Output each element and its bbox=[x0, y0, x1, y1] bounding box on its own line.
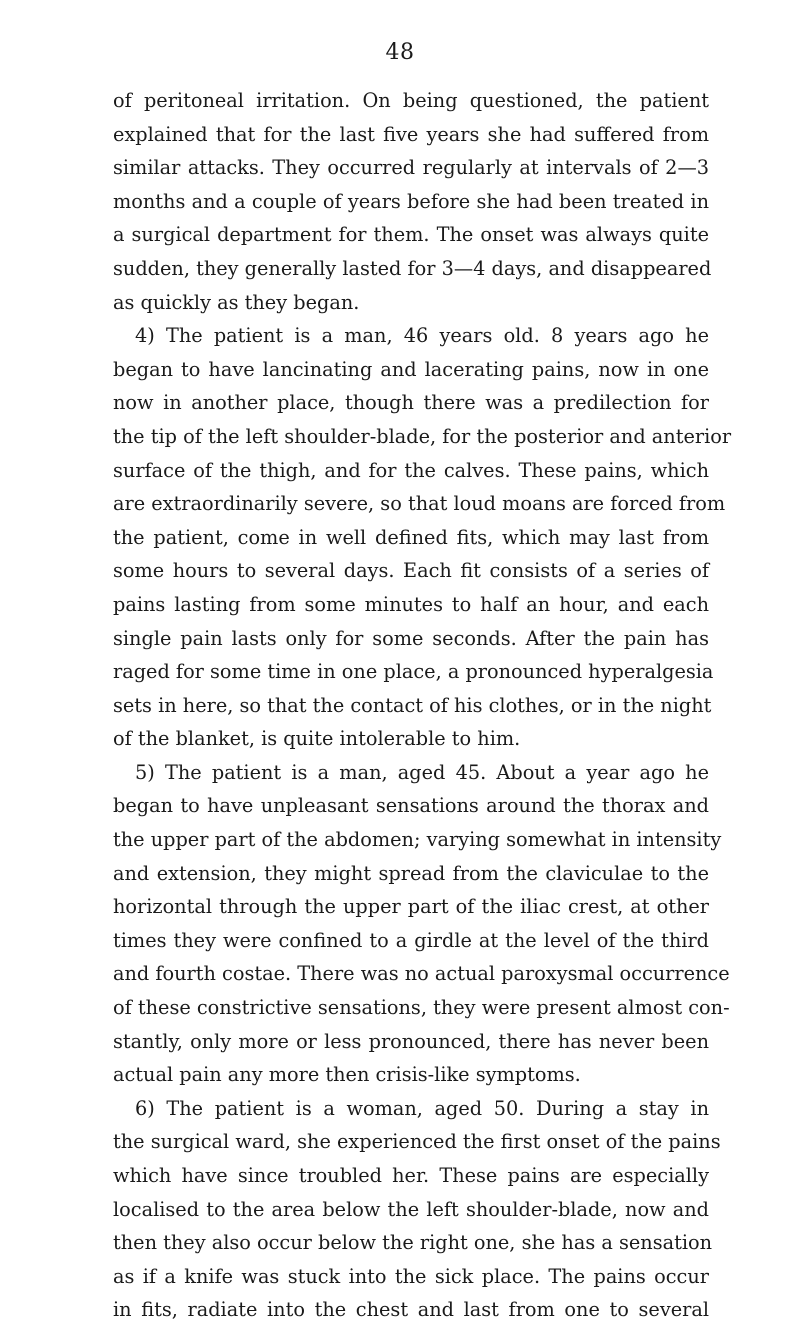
text-line: raged for some time in one place, a pronounced hyperalgesia bbox=[113, 660, 714, 684]
text-line: explained that for the last five years she had suffered from bbox=[113, 122, 709, 146]
text-line: the surgical ward, she experienced the first onset of the pains bbox=[113, 1130, 721, 1154]
text-line: sudden, they generally lasted for 3—4 days, and disappeared bbox=[113, 256, 712, 280]
text-line: months and a couple of years before she had been treated in bbox=[113, 189, 709, 213]
text-line: as if a knife was stuck into the sick place. The pains occur bbox=[113, 1264, 709, 1288]
text-line: 6) The patient is a woman, aged 50. During a stay in bbox=[135, 1096, 709, 1120]
text-line: surface of the thigh, and for the calves. These pains, which bbox=[113, 458, 709, 482]
text-line: some hours to several days. Each fit consists of a series of bbox=[113, 559, 709, 583]
text-line: the patient, come in well defined fits, which may last from bbox=[113, 525, 709, 549]
text-line: the upper part of the abdomen; varying somewhat in intensity bbox=[113, 828, 722, 852]
text-line: 4) The patient is a man, 46 years old. 8 years ago he bbox=[135, 324, 709, 348]
text-line: pains lasting from some minutes to half an hour, and each bbox=[113, 592, 709, 616]
text-line: and fourth costae. There was no actual paroxysmal occurrence bbox=[113, 962, 730, 986]
page-number: 48 bbox=[385, 40, 415, 65]
text-line: the tip of the left shoulder-blade, for the posterior and anterior bbox=[113, 424, 732, 448]
text-line: as quickly as they began. bbox=[113, 290, 360, 314]
text-line: localised to the area below the left shoulder-blade, now and bbox=[113, 1197, 709, 1221]
body-text bbox=[113, 84, 732, 1327]
text-line: horizontal through the upper part of the iliac crest, at other bbox=[113, 895, 709, 919]
text-line: stantly, only more or less pronounced, there has never been bbox=[113, 1029, 709, 1053]
text-line: single pain lasts only for some seconds. After the pain has bbox=[113, 626, 709, 650]
text-line: began to have lancinating and lacerating pains, now in one bbox=[113, 357, 709, 381]
text-line: of these constrictive sensations, they were present almost con- bbox=[113, 996, 730, 1020]
text-line: sets in here, so that the contact of his clothes, or in the night bbox=[113, 693, 712, 717]
text-line: which have since troubled her. These pains are especially bbox=[113, 1164, 709, 1187]
text-line: are extraordinarily severe, so that loud moans are forced from bbox=[113, 492, 726, 516]
text-line: of the blanket, is quite intolerable to him. bbox=[113, 727, 521, 751]
text-line: and extension, they might spread from the claviculae to the bbox=[113, 861, 709, 885]
text-line: now in another place, though there was a predilection for bbox=[113, 391, 709, 415]
text-line: actual pain any more then crisis-like symptoms. bbox=[113, 1063, 581, 1087]
text-line: of peritoneal irritation. On being questioned, the patient bbox=[113, 89, 709, 112]
text-line: a surgical department for them. The onset was always quite bbox=[113, 223, 709, 247]
text-line: began to have unpleasant sensations around the thorax and bbox=[113, 794, 709, 818]
text-line: similar attacks. They occurred regularly at intervals of 2—3 bbox=[113, 156, 709, 180]
text-line: then they also occur below the right one, she has a sensation bbox=[113, 1231, 713, 1255]
text-line: 5) The patient is a man, aged 45. About a year ago he bbox=[135, 760, 709, 784]
text-line: times they were confined to a girdle at the level of the third bbox=[113, 928, 709, 952]
text-line: in fits, radiate into the chest and last from one to several bbox=[113, 1298, 709, 1322]
